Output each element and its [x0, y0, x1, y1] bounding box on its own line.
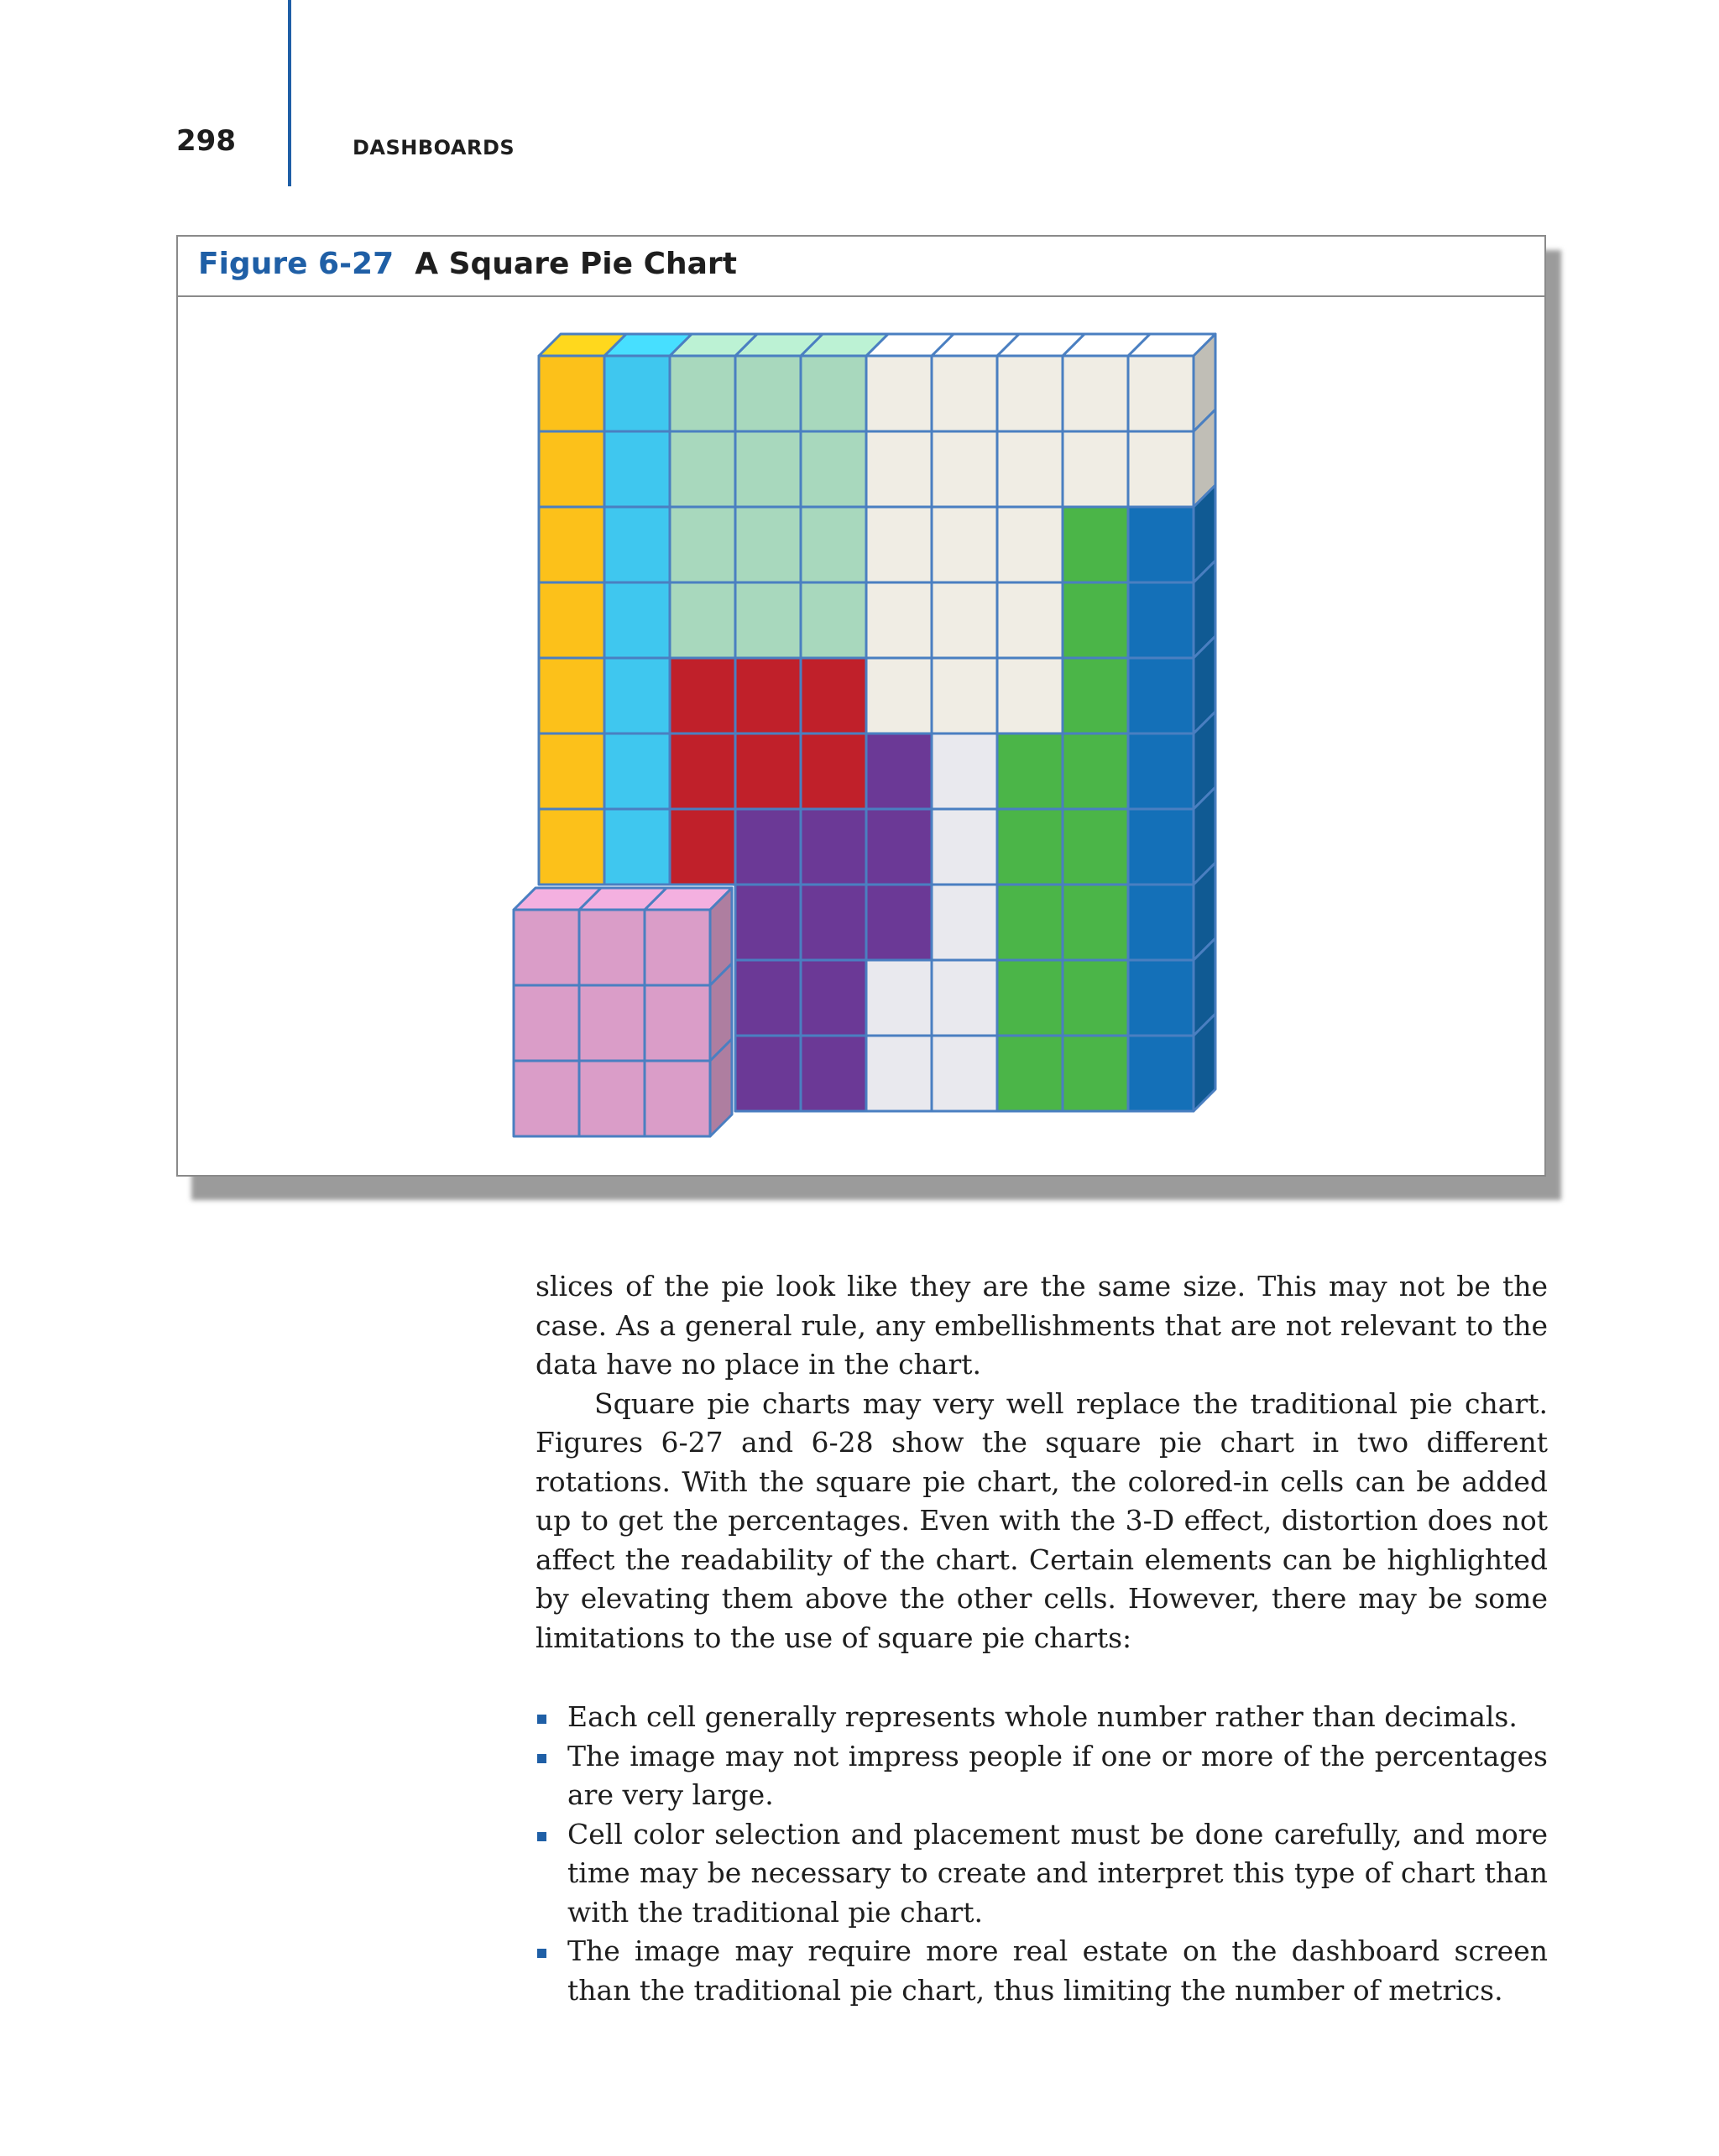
grid-cell — [735, 809, 801, 885]
grid-cell — [801, 582, 866, 658]
grid-cell — [932, 1036, 997, 1111]
list-item-text: The image may require more real estate on the dashboard screen than the traditional pie chart, thus limiting the number of metrics. — [567, 1934, 1548, 2007]
grid-cell — [932, 960, 997, 1036]
grid-cell — [801, 809, 866, 885]
grid-cell — [932, 809, 997, 885]
grid-cell — [539, 431, 604, 507]
grid-cell — [604, 809, 670, 885]
grid-cell — [801, 1036, 866, 1111]
grid-cell — [932, 885, 997, 960]
grid-cell — [866, 582, 932, 658]
grid-cell — [735, 658, 801, 733]
grid-cell — [1063, 582, 1128, 658]
grid-cell — [735, 507, 801, 582]
grid-cell — [866, 356, 932, 431]
grid-cell — [997, 809, 1063, 885]
grid-cell — [670, 582, 735, 658]
grid-cell — [1063, 809, 1128, 885]
grid-cell — [997, 733, 1063, 809]
grid-cell — [997, 658, 1063, 733]
grid-cell — [735, 885, 801, 960]
grid-cell — [801, 885, 866, 960]
grid-cell — [604, 356, 670, 431]
grid-cell — [1128, 431, 1194, 507]
grid-cell — [866, 1036, 932, 1111]
list-item-text: Cell color selection and placement must be done carefully, and more time may be necessary to create and interpret this type of chart than with the traditional pie chart. — [567, 1817, 1548, 1929]
elevated-cell — [514, 1061, 579, 1136]
page-number: 298 — [176, 124, 236, 158]
paragraph-continued: slices of the pie look like they are the same size. This may not be the case. As a general rule, any embellishments that are not relevant to the data have no place in the chart. — [536, 1270, 1548, 1381]
grid-cell — [1128, 1036, 1194, 1111]
grid-cell — [801, 507, 866, 582]
grid-cell — [932, 582, 997, 658]
grid-cell — [932, 507, 997, 582]
grid-cell — [735, 733, 801, 809]
grid-cell — [1063, 733, 1128, 809]
grid-cell — [932, 356, 997, 431]
grid-cell — [1128, 885, 1194, 960]
grid-cell — [1128, 658, 1194, 733]
elevated-cell — [645, 910, 710, 985]
square-bullet-icon — [537, 1754, 546, 1763]
grid-cell — [539, 356, 604, 431]
grid-cell — [735, 960, 801, 1036]
grid-cell — [997, 431, 1063, 507]
list-item — [536, 1932, 1548, 2010]
figure-box — [176, 235, 1546, 1177]
grid-cell — [997, 507, 1063, 582]
figure-caption — [178, 237, 1544, 297]
grid-cell — [1063, 658, 1128, 733]
paragraph-square-pie: Square pie charts may very well replace the traditional pie chart. Figures 6-27 and 6-28 show the square pie chart in two different rotations. With the square pie chart, the colored-in cells can be added up to get the percentages. Even with the 3-D effect, distortion does not affect the readability of the chart. Certain elements can be highlighted by elevating them above the other cells. However, there may be some limitations to the use of square pie charts: — [536, 1386, 1548, 1654]
grid-cell — [866, 809, 932, 885]
grid-cell — [1063, 1036, 1128, 1111]
body-text — [536, 1267, 1548, 2010]
grid-cell — [801, 658, 866, 733]
figure-body — [178, 297, 1544, 1175]
elevated-cell — [514, 910, 579, 985]
grid-cell — [539, 658, 604, 733]
grid-cell — [997, 1036, 1063, 1111]
list-item — [536, 1815, 1548, 1933]
grid-cell — [539, 507, 604, 582]
grid-cell — [539, 733, 604, 809]
grid-cell — [670, 658, 735, 733]
grid-cell — [866, 733, 932, 809]
grid-cell — [604, 431, 670, 507]
square-pie-chart — [178, 297, 1544, 1175]
grid-cell — [670, 809, 735, 885]
grid-cell — [670, 431, 735, 507]
grid-cell — [1063, 885, 1128, 960]
grid-cell — [670, 507, 735, 582]
grid-cell — [1063, 356, 1128, 431]
grid-cell — [866, 431, 932, 507]
grid-cell — [1128, 356, 1194, 431]
square-bullet-icon — [537, 1949, 546, 1958]
grid-cell — [539, 582, 604, 658]
grid-cell — [1128, 733, 1194, 809]
grid-cell — [735, 356, 801, 431]
grid-cell — [670, 733, 735, 809]
grid-cell — [997, 960, 1063, 1036]
elevated-cell — [514, 985, 579, 1061]
grid-cell — [539, 809, 604, 885]
grid-cell — [801, 960, 866, 1036]
grid-cell — [1128, 582, 1194, 658]
grid-cell — [997, 582, 1063, 658]
grid-cell — [735, 582, 801, 658]
grid-cell — [1063, 431, 1128, 507]
grid-cell — [1128, 507, 1194, 582]
header-rule — [288, 0, 291, 186]
list-item-text: Each cell generally represents whole number rather than decimals. — [567, 1700, 1518, 1733]
grid-cell — [866, 960, 932, 1036]
grid-cell — [1128, 960, 1194, 1036]
elevated-cell — [645, 985, 710, 1061]
grid-cell — [604, 582, 670, 658]
grid-cell — [1063, 507, 1128, 582]
grid-cell — [604, 733, 670, 809]
limitations-list — [536, 1698, 1548, 2010]
grid-cell — [735, 431, 801, 507]
grid-cell — [932, 733, 997, 809]
elevated-cell — [579, 910, 645, 985]
running-head: DASHBOARDS — [353, 136, 515, 159]
grid-cell — [604, 658, 670, 733]
figure-title: A Square Pie Chart — [415, 247, 737, 281]
list-item-text: The image may not impress people if one or more of the percentages are very large. — [567, 1739, 1548, 1811]
grid-cell — [866, 658, 932, 733]
grid-cell — [801, 733, 866, 809]
elevated-cell — [645, 1061, 710, 1136]
square-bullet-icon — [537, 1832, 546, 1841]
square-bullet-icon — [537, 1715, 546, 1724]
elevated-cell — [579, 1061, 645, 1136]
grid-cell — [1128, 809, 1194, 885]
grid-cell — [932, 658, 997, 733]
elevated-cell — [579, 985, 645, 1061]
list-item — [536, 1698, 1548, 1737]
grid-cell — [801, 356, 866, 431]
list-item — [536, 1737, 1548, 1815]
figure-label: Figure 6-27 — [198, 247, 394, 281]
grid-cell — [997, 356, 1063, 431]
grid-cell — [866, 507, 932, 582]
grid-cell — [1063, 960, 1128, 1036]
grid-cell — [997, 885, 1063, 960]
grid-cell — [866, 885, 932, 960]
grid-cell — [932, 431, 997, 507]
grid-cell — [604, 507, 670, 582]
grid-cell — [801, 431, 866, 507]
grid-cell — [670, 356, 735, 431]
grid-cell — [735, 1036, 801, 1111]
